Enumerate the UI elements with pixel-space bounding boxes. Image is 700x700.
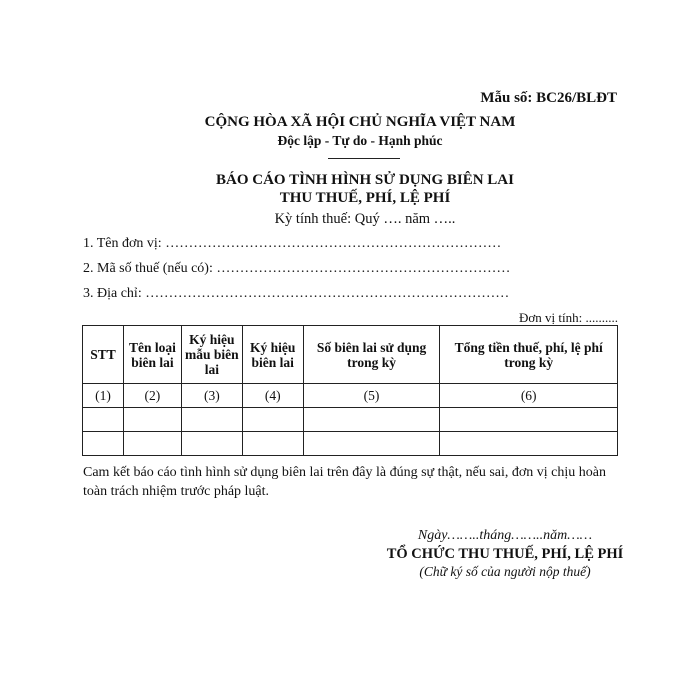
tax-period xyxy=(0,211,700,228)
signature-block xyxy=(340,528,670,580)
column-number-cell: (6) xyxy=(440,384,618,408)
report-title-line1: BÁO CÁO TÌNH HÌNH SỬ DỤNG BIÊN LAI xyxy=(216,172,514,188)
report-title-line2: THU THUẾ, PHÍ, LỆ PHÍ xyxy=(279,190,451,206)
table-header-cell: Tổng tiền thuế, phí, lệ phí trong kỳ xyxy=(440,326,618,384)
table-header-cell: Tên loại biên lai xyxy=(123,326,181,384)
form-code: Mẫu số: BC26/BLĐT xyxy=(480,90,617,106)
table-cell xyxy=(181,408,242,432)
column-number-cell: (1) xyxy=(83,384,124,408)
column-number-cell: (2) xyxy=(123,384,181,408)
unit-name-field: 1. Tên đơn vị: ……………………………………………………………… xyxy=(83,236,502,251)
column-number-row xyxy=(83,384,618,408)
table-header-row xyxy=(83,326,618,384)
report-table xyxy=(82,325,618,456)
nation-name: CỘNG HÒA XÃ HỘI CHỦ NGHĨA VIỆT NAM xyxy=(204,114,516,130)
signature-note: (Chữ ký số của người nộp thuế) xyxy=(419,564,591,579)
table-header-cell: STT xyxy=(83,326,124,384)
table-cell xyxy=(242,408,303,432)
tax-period-label: Kỳ tính thuế: Quý …. năm ….. xyxy=(274,211,456,227)
table-cell xyxy=(303,432,440,456)
unit-label: Đơn vị tính: .......... xyxy=(519,310,618,325)
table-cell xyxy=(242,432,303,456)
signature-date: Ngày……..tháng……..năm…… xyxy=(417,528,593,543)
header-divider xyxy=(328,158,400,159)
column-number-cell: (3) xyxy=(181,384,242,408)
table-header-cell: Số biên lai sử dụng trong kỳ xyxy=(303,326,440,384)
table-cell xyxy=(83,408,124,432)
column-number-cell: (5) xyxy=(303,384,440,408)
tax-code-field: 2. Mã số thuế (nếu có): ……………………………………………………… xyxy=(83,261,511,276)
commitment-text: Cam kết báo cáo tình hình sử dụng biên lai trên đây là đúng sự thật, nếu sai, đơn vị chịu hoàn toàn trách nhiệm trước pháp luật. xyxy=(83,465,606,499)
address-field: 3. Địa chỉ: …………………………………………………………………… xyxy=(83,286,510,301)
national-header xyxy=(0,114,700,159)
table-cell xyxy=(83,432,124,456)
report-title xyxy=(0,171,700,207)
signature-organization: TỔ CHỨC THU THUẾ, PHÍ, LỆ PHÍ xyxy=(386,546,624,562)
table-row xyxy=(83,408,618,432)
table-cell xyxy=(440,408,618,432)
table-cell xyxy=(123,408,181,432)
nation-motto: Độc lập - Tự do - Hạnh phúc xyxy=(277,133,443,148)
table-cell xyxy=(123,432,181,456)
table-row xyxy=(83,432,618,456)
column-number-cell: (4) xyxy=(242,384,303,408)
table-cell xyxy=(181,432,242,456)
table-cell xyxy=(440,432,618,456)
table-header-cell: Ký hiệu biên lai xyxy=(242,326,303,384)
table-header-cell: Ký hiệu mẫu biên lai xyxy=(181,326,242,384)
table-cell xyxy=(303,408,440,432)
